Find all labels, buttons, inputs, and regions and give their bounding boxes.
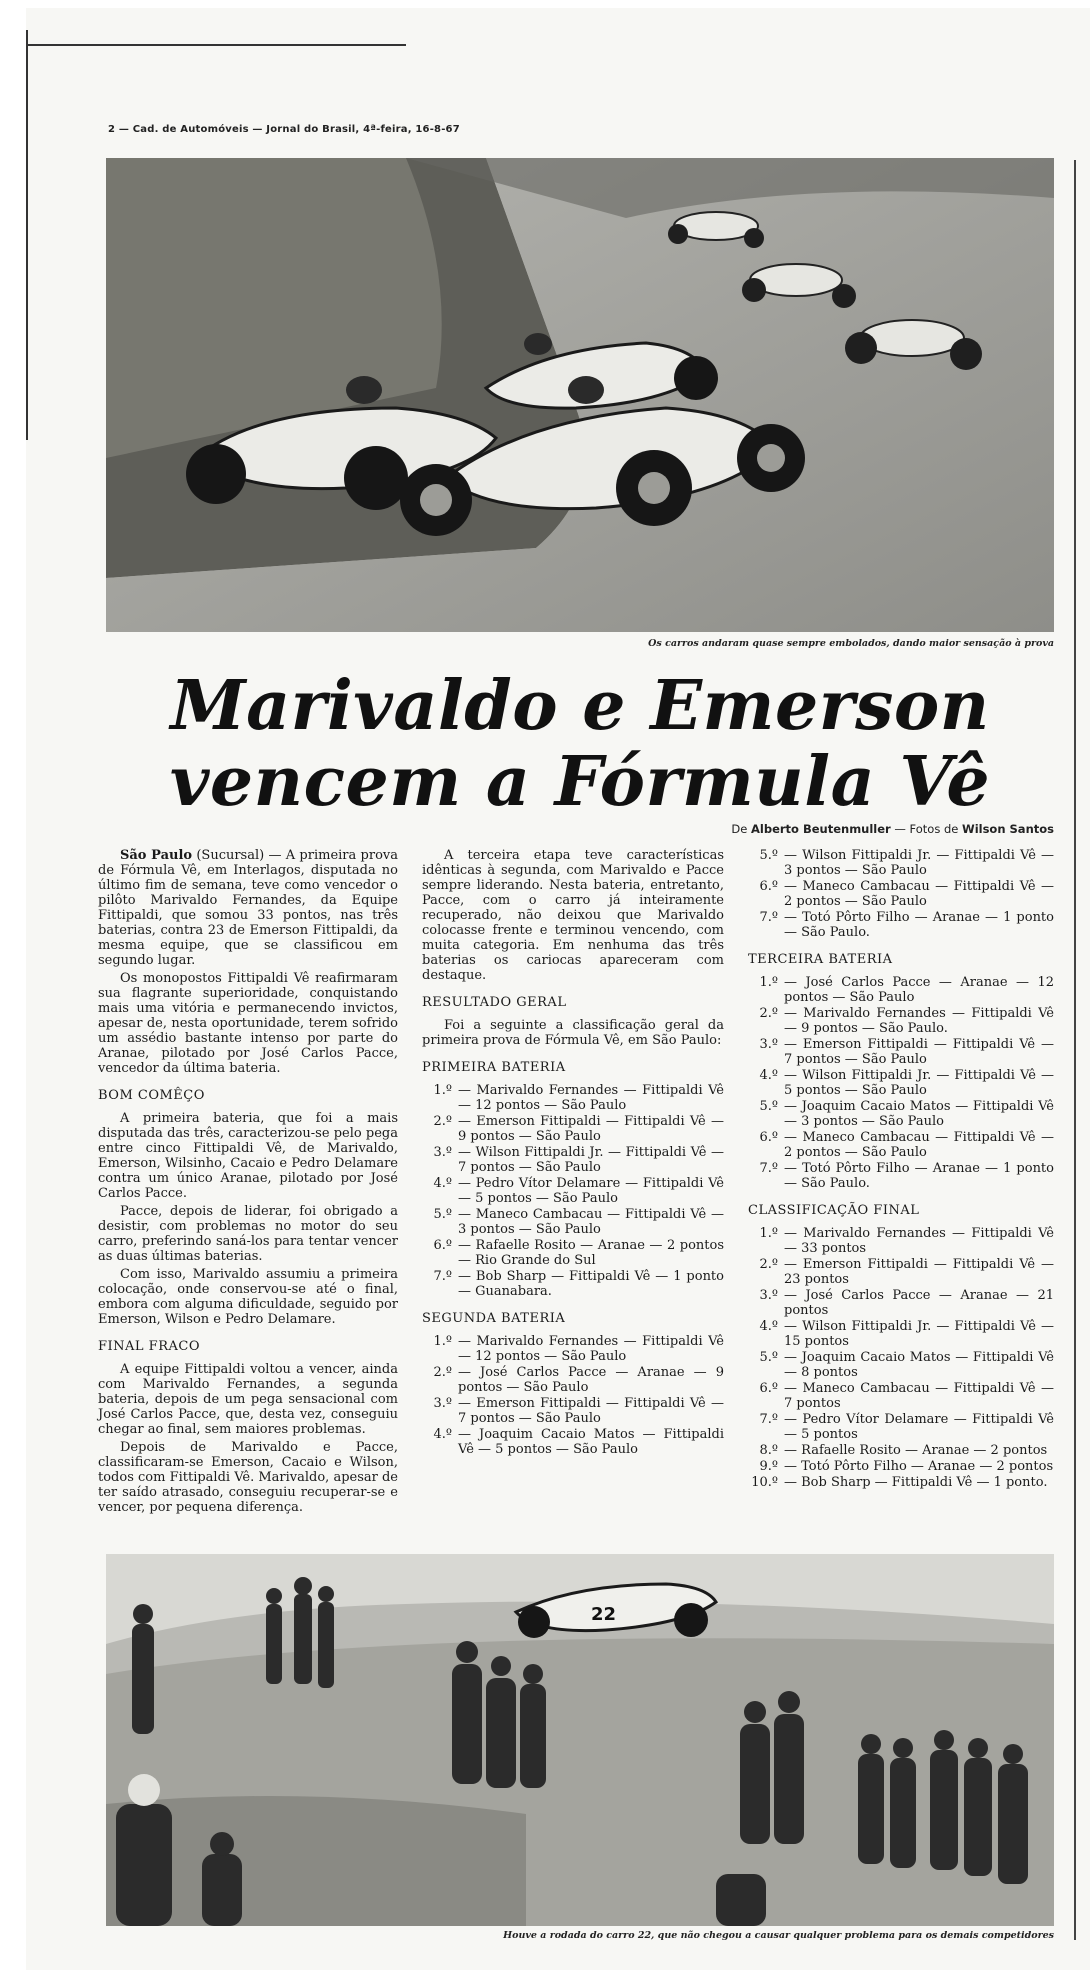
result-row <box>748 910 1054 940</box>
result-position: 6.º <box>759 1381 778 1396</box>
result-text: — Marivaldo Fernandes — Fittipaldi Vê — 12 pontos — São Paulo <box>458 1334 724 1364</box>
result-position: 3.º <box>759 1037 778 1052</box>
result-text: — Marivaldo Fernandes — Fittipaldi Vê — 9 pontos — São Paulo. <box>784 1006 1054 1036</box>
article-paragraph: Com isso, Marivaldo assumiu a primeira colocação, onde conservou-se até o final, embora com alguma dificuldade, seguido por Emerson, Wilson e Pedro Delamare. <box>98 1267 398 1327</box>
results-list-terceira <box>748 975 1054 1191</box>
result-text: — Totó Pôrto Filho — Aranae — 2 pontos <box>784 1459 1054 1474</box>
result-text: — Marivaldo Fernandes — Fittipaldi Vê — 12 pontos — São Paulo <box>458 1083 724 1113</box>
headline-line-2: vencem a Fórmula Vê <box>169 742 991 822</box>
result-row <box>748 975 1054 1005</box>
result-position: 4.º <box>433 1427 452 1442</box>
result-text: — Maneco Cambacau — Fittipaldi Vê — 2 pontos — São Paulo <box>784 879 1054 909</box>
result-row <box>748 1161 1054 1191</box>
result-text: — Pedro Vítor Delamare — Fittipaldi Vê — 5 pontos — São Paulo <box>458 1176 724 1206</box>
race-photo-bottom <box>106 1554 1054 1926</box>
race-cars-illustration <box>106 158 1054 632</box>
result-position: 4.º <box>433 1176 452 1191</box>
result-text: — Bob Sharp — Fittipaldi Vê — 1 ponto — Guanabara. <box>458 1269 724 1299</box>
results-list-segunda <box>422 1334 724 1457</box>
result-row <box>422 1145 724 1175</box>
result-position: 2.º <box>759 1257 778 1272</box>
result-row <box>422 1365 724 1395</box>
result-text: — Emerson Fittipaldi — Fittipaldi Vê — 23 pontos <box>784 1257 1054 1287</box>
result-row <box>748 1381 1054 1411</box>
result-text: — Emerson Fittipaldi — Fittipaldi Vê — 9 pontos — São Paulo <box>458 1114 724 1144</box>
result-position: 4.º <box>759 1319 778 1334</box>
result-text: — José Carlos Pacce — Aranae — 9 pontos — São Paulo <box>458 1365 724 1395</box>
byline <box>560 822 1054 836</box>
result-row <box>422 1207 724 1237</box>
result-position: 6.º <box>759 1130 778 1145</box>
result-position: 3.º <box>433 1396 452 1411</box>
column-rule <box>1074 160 1076 1940</box>
result-row <box>422 1334 724 1364</box>
result-position: 1.º <box>759 975 778 990</box>
photo-caption: Houve a rodada do carro 22, que não chegou a causar qualquer problema para os demais competidores <box>503 1930 1054 1941</box>
result-position: 2.º <box>759 1006 778 1021</box>
result-row <box>422 1083 724 1113</box>
byline-photographer: Wilson Santos <box>962 822 1054 836</box>
byline-separator: — Fotos de <box>894 822 959 836</box>
result-position: 6.º <box>433 1238 452 1253</box>
result-text: — Rafaelle Rosito — Aranae — 2 pontos — Rio Grande do Sul <box>458 1238 724 1268</box>
result-row <box>748 1412 1054 1442</box>
result-row <box>748 1130 1054 1160</box>
article-column-1 <box>98 848 398 1518</box>
result-position: 7.º <box>433 1269 452 1284</box>
result-row <box>748 1475 1054 1490</box>
result-position: 7.º <box>759 910 778 925</box>
result-position: 1.º <box>433 1083 452 1098</box>
article-paragraph: Pacce, depois de liderar, foi obrigado a desistir, com problemas no motor do seu carro, preferindo saná-los para tentar vencer as duas últimas baterias. <box>98 1204 398 1264</box>
result-position: 6.º <box>759 879 778 894</box>
result-text: — Maneco Cambacau — Fittipaldi Vê — 3 pontos — São Paulo <box>458 1207 724 1237</box>
byline-prefix: De <box>731 822 748 836</box>
result-text: — Emerson Fittipaldi — Fittipaldi Vê — 7 pontos — São Paulo <box>458 1396 724 1426</box>
result-text: — José Carlos Pacce — Aranae — 21 pontos <box>784 1288 1054 1318</box>
result-text: — Wilson Fittipaldi Jr. — Fittipaldi Vê — 5 pontos — São Paulo <box>784 1068 1054 1098</box>
result-position: 5.º <box>759 848 778 863</box>
result-position: 1.º <box>759 1226 778 1241</box>
spectators-illustration <box>106 1554 1054 1926</box>
article-paragraph: Foi a seguinte a classificação geral da primeira prova de Fórmula Vê, em São Paulo: <box>422 1018 724 1048</box>
result-row <box>748 1443 1054 1458</box>
result-text: — Emerson Fittipaldi — Fittipaldi Vê — 7 pontos — São Paulo <box>784 1037 1054 1067</box>
headline <box>106 668 1054 820</box>
article-paragraph: São Paulo (Sucursal) — A primeira prova de Fórmula Vê, em Interlagos, disputada no último fim de semana, teve como vencedor o pilôto Marivaldo Fernandes, da Equipe Fittipaldi, que somou 33 pontos, nas três baterias, contra 23 de Emerson Fittipaldi, da mesma equipe, que se classificou em segundo lugar. <box>98 848 398 968</box>
results-list-segunda-cont <box>748 848 1054 940</box>
result-row <box>748 879 1054 909</box>
result-text: — Wilson Fittipaldi Jr. — Fittipaldi Vê — 7 pontos — São Paulo <box>458 1145 724 1175</box>
result-row <box>748 1226 1054 1256</box>
headline-line-1: Marivaldo e Emerson <box>170 666 990 746</box>
results-heading: CLASSIFICAÇÃO FINAL <box>748 1203 920 1218</box>
result-row <box>422 1396 724 1426</box>
article-paragraph: A equipe Fittipaldi voltou a vencer, ainda com Marivaldo Fernandes, a segunda bateria, depois de um pega sensacional com José Carlos Pacce, que, desta vez, conseguiu chegar ao final, sem maiores problemas. <box>98 1362 398 1437</box>
result-row <box>748 1006 1054 1036</box>
result-position: 3.º <box>759 1288 778 1303</box>
result-row <box>422 1427 724 1457</box>
result-position: 8.º <box>759 1443 778 1458</box>
result-text: — Wilson Fittipaldi Jr. — Fittipaldi Vê — 15 pontos <box>784 1319 1054 1349</box>
result-row <box>748 1459 1054 1474</box>
result-row <box>748 1350 1054 1380</box>
result-position: 1.º <box>433 1334 452 1349</box>
result-text: — Bob Sharp — Fittipaldi Vê — 1 ponto. <box>784 1475 1048 1490</box>
result-text: — José Carlos Pacce — Aranae — 12 pontos — São Paulo <box>784 975 1054 1005</box>
result-position: 5.º <box>759 1350 778 1365</box>
result-row <box>748 1288 1054 1318</box>
race-photo-top <box>106 158 1054 632</box>
result-text: — Joaquim Cacaio Matos — Fittipaldi Vê — 5 pontos — São Paulo <box>458 1427 724 1457</box>
dateline: São Paulo <box>120 848 193 863</box>
result-row <box>422 1114 724 1144</box>
article-column-3 <box>748 848 1054 1496</box>
article-column-2 <box>422 848 724 1463</box>
article-paragraph: A primeira bateria, que foi a mais disputada das três, caracterizou-se pelo pega entre cinco Fittipaldi Vê, de Marivaldo, Emerson, Wilsinho, Cacaio e Pedro Delamare contra um único Aranae, pilotado por José Carlos Pacce. <box>98 1111 398 1201</box>
result-position: 10.º <box>751 1475 778 1490</box>
result-text: — Joaquim Cacaio Matos — Fittipaldi Vê — 3 pontos — São Paulo <box>784 1099 1054 1129</box>
result-text: — Marivaldo Fernandes — Fittipaldi Vê — 33 pontos <box>784 1226 1054 1256</box>
result-position: 2.º <box>433 1114 452 1129</box>
result-row <box>422 1238 724 1268</box>
results-list-final <box>748 1226 1054 1490</box>
result-text: — Wilson Fittipaldi Jr. — Fittipaldi Vê — 3 pontos — São Paulo <box>784 848 1054 878</box>
scan-edge-line <box>26 30 28 440</box>
results-heading: TERCEIRA BATERIA <box>748 952 893 967</box>
result-row <box>748 1257 1054 1287</box>
byline-author: Alberto Beutenmuller <box>751 822 891 836</box>
result-text: — Maneco Cambacau — Fittipaldi Vê — 2 pontos — São Paulo <box>784 1130 1054 1160</box>
section-heading: BOM COMÊÇO <box>98 1088 205 1103</box>
result-position: 5.º <box>433 1207 452 1222</box>
photo-caption: Os carros andaram quase sempre embolados, dando maior sensação à prova <box>648 638 1054 649</box>
results-heading: SEGUNDA BATERIA <box>422 1311 566 1326</box>
result-text: — Joaquim Cacaio Matos — Fittipaldi Vê — 8 pontos <box>784 1350 1054 1380</box>
result-row <box>748 1068 1054 1098</box>
result-position: 5.º <box>759 1099 778 1114</box>
scan-edge-line <box>26 44 406 46</box>
page-folio: 2 — Cad. de Automóveis — Jornal do Brasil, 4ª-feira, 16-8-67 <box>108 124 460 135</box>
result-text: — Totó Pôrto Filho — Aranae — 1 ponto — São Paulo. <box>784 910 1054 940</box>
result-row <box>422 1269 724 1299</box>
result-row <box>748 1037 1054 1067</box>
result-text: — Pedro Vítor Delamare — Fittipaldi Vê — 5 pontos <box>784 1412 1054 1442</box>
result-text: — Rafaelle Rosito — Aranae — 2 pontos <box>784 1443 1048 1458</box>
car-number: 22 <box>591 1604 617 1625</box>
article-paragraph: Depois de Marivaldo e Pacce, classificaram-se Emerson, Cacaio e Wilson, todos com Fittipaldi Vê. Marivaldo, apesar de ter saído atrasado, conseguiu recuperar-se e vencer, por pequena diferença. <box>98 1440 398 1515</box>
result-row <box>748 1099 1054 1129</box>
result-text: — Maneco Cambacau — Fittipaldi Vê — 7 pontos <box>784 1381 1054 1411</box>
result-position: 7.º <box>759 1412 778 1427</box>
result-row <box>422 1176 724 1206</box>
result-position: 9.º <box>759 1459 778 1474</box>
results-list-primeira <box>422 1083 724 1299</box>
article-paragraph: Os monopostos Fittipaldi Vê reafirmaram sua flagrante superioridade, conquistando mais uma vitória e permanecendo invictos, apesar de, nesta oportunidade, terem sofrido um assédio bastante intenso por parte do Aranae, pilotado por José Carlos Pacce, vencedor da última bateria. <box>98 971 398 1076</box>
results-heading: PRIMEIRA BATERIA <box>422 1060 566 1075</box>
result-position: 7.º <box>759 1161 778 1176</box>
result-position: 2.º <box>433 1365 452 1380</box>
result-text: — Totó Pôrto Filho — Aranae — 1 ponto — São Paulo. <box>784 1161 1054 1191</box>
section-heading: RESULTADO GERAL <box>422 995 567 1010</box>
article-paragraph: A terceira etapa teve características idênticas à segunda, com Marivaldo e Pacce sempre liderando. Nesta bateria, entretanto, Pacce, com o carro já inteiramente recuperado, não deixou que Marivaldo colocasse frente e terminou vencendo, com muita categoria. Em nenhuma das três baterias os cariocas apareceram com destaque. <box>422 848 724 983</box>
result-position: 4.º <box>759 1068 778 1083</box>
result-position: 3.º <box>433 1145 452 1160</box>
result-row <box>748 848 1054 878</box>
section-heading: FINAL FRACO <box>98 1339 200 1354</box>
result-row <box>748 1319 1054 1349</box>
